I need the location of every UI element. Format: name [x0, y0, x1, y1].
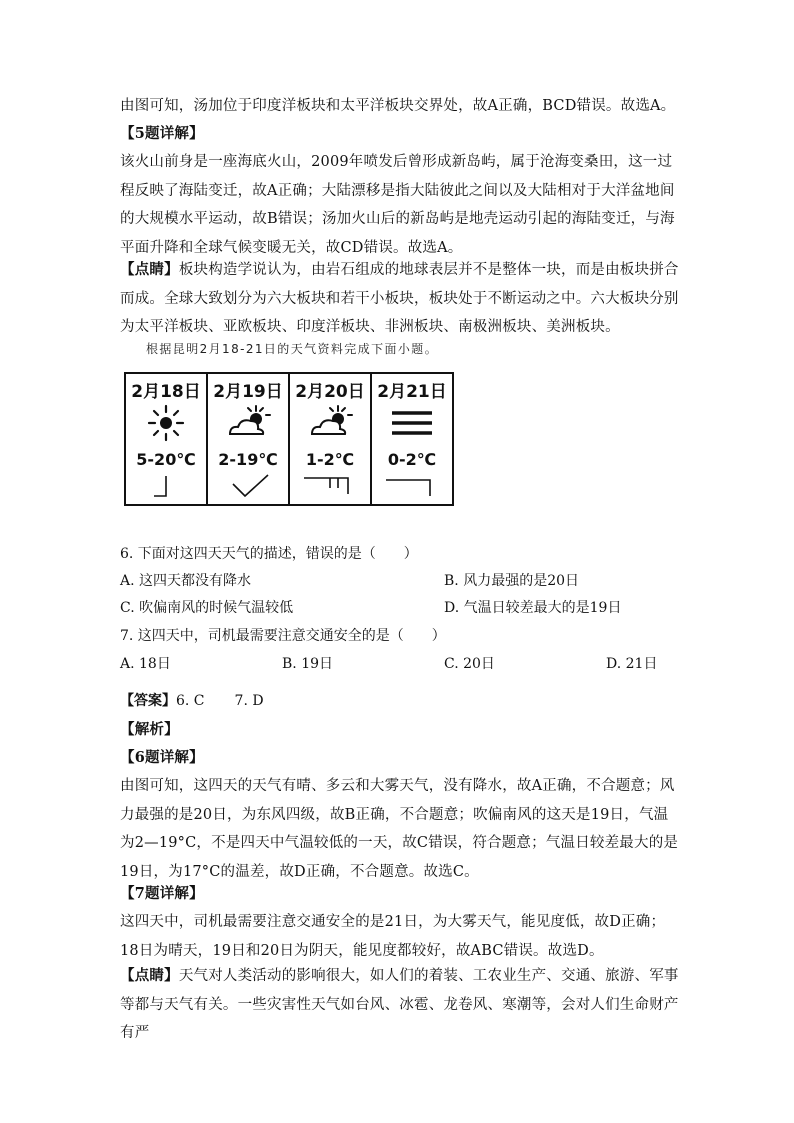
question-6-option-b: B. 风力最强的是20日	[444, 573, 580, 589]
answer-line	[120, 690, 264, 712]
partly-cloudy-icon	[306, 402, 354, 444]
question-7-stem: 7. 这四天中，司机最需要注意交通安全的是（ ）	[120, 628, 446, 644]
section-title-q5: 【5题详解】	[120, 125, 204, 142]
weather-date: 2月18日	[131, 382, 201, 402]
question-6-stem: 6. 下面对这四天天气的描述，错误的是（ ）	[120, 546, 418, 562]
weather-cell	[207, 373, 289, 505]
section-title-q7: 【7题详解】	[120, 885, 204, 902]
dianjing-text: 天气对人类活动的影响很大，如人们的着装、工农业生产、交通、旅游、军事等都与天气有关。一些灾害性天气如台风、冰雹、龙卷风、寒潮等，会对人们生命财产有严	[120, 968, 679, 1041]
question-7-option-c: C. 20日	[444, 656, 495, 672]
weather-temp: 5-20℃	[136, 450, 196, 469]
section-title-q6: 【6题详解】	[120, 749, 204, 766]
partly-cloudy-icon	[224, 402, 272, 444]
paragraph-q5-explanation: 该火山前身是一座海底火山，2009年喷发后曾形成新岛屿，属于沧海变桑田，这一过程反映了海陆变迁，故A正确；大陆漂移是指大陆彼此之间以及大陆相对于大洋盆地间的大规模水平运动，故B错误；汤加火山后的新岛屿是地壳运动引起的海陆变迁，与海平面升降和全球气候变暖无关，故CD错误。故选A。	[120, 154, 675, 256]
question-7-option-a: A. 18日	[120, 656, 171, 672]
weather-temp: 2-19℃	[218, 450, 278, 469]
sun-icon	[142, 402, 190, 444]
paragraph-top: 由图可知，汤加位于印度洋板块和太平洋板块交界处，故A正确，BCD错误。故选A。	[120, 98, 676, 114]
weather-temp: 1-2℃	[305, 450, 355, 469]
weather-cell	[371, 373, 453, 505]
weather-table	[124, 372, 454, 506]
paragraph-dianjing-2	[120, 962, 680, 1048]
weather-date: 2月21日	[377, 382, 447, 402]
answer-6: 6. C	[176, 693, 205, 709]
paragraph-q6-explanation: 由图可知，这四天的天气有晴、多云和大雾天气，没有降水，故A正确，不合题意；风力最强的是20日，为东风四级，故B正确，不合题意；吹偏南风的这天是19日，气温为2—19°C，不是四天中气温较低的一天，故C错误，符合题意；气温日较差最大的是19日，为17°C的温差，故D正确，不合题意。故选C。	[120, 778, 679, 880]
question-7-option-b: B. 19日	[282, 656, 334, 672]
dianjing-tag: 【点睛】	[120, 967, 179, 984]
section-title-jiexi: 【解析】	[120, 721, 179, 738]
wind-symbol-icon	[136, 472, 196, 502]
wind-symbol-icon	[300, 472, 360, 502]
paragraph-dianjing-1	[120, 256, 680, 342]
wind-symbol-icon	[382, 472, 442, 502]
weather-temp: 0-2℃	[387, 450, 437, 469]
weather-intro: 根据昆明2月18-21日的天气资料完成下面小题。	[146, 342, 439, 356]
dianjing-text: 板块构造学说认为，由岩石组成的地球表层并不是整体一块，而是由板块拼合而成。全球大致划分为六大板块和若干小板块，板块处于不断运动之中。六大板块分别为太平洋板块、亚欧板块、印度洋板块、非洲板块、南极洲板块、美洲板块。	[120, 262, 679, 335]
weather-cell	[289, 373, 371, 505]
weather-cell	[125, 373, 207, 505]
question-6-option-d: D. 气温日较差最大的是19日	[444, 600, 622, 616]
dianjing-tag: 【点睛】	[120, 261, 179, 278]
weather-date: 2月20日	[295, 382, 365, 402]
weather-date: 2月19日	[213, 382, 283, 402]
answer-tag: 【答案】	[120, 693, 176, 709]
wind-symbol-icon	[218, 472, 278, 502]
question-6-option-a: A. 这四天都没有降水	[120, 573, 252, 589]
paragraph-q7-explanation: 这四天中，司机最需要注意交通安全的是21日，为大雾天气，能见度低，故D正确；18日为晴天，19日和20日为阴天，能见度都较好，故ABC错误。故选D。	[120, 914, 666, 959]
answer-7: 7. D	[234, 693, 264, 709]
fog-icon	[388, 402, 436, 444]
question-6-option-c: C. 吹偏南风的时候气温较低	[120, 600, 294, 616]
question-7-option-d: D. 21日	[606, 656, 658, 672]
